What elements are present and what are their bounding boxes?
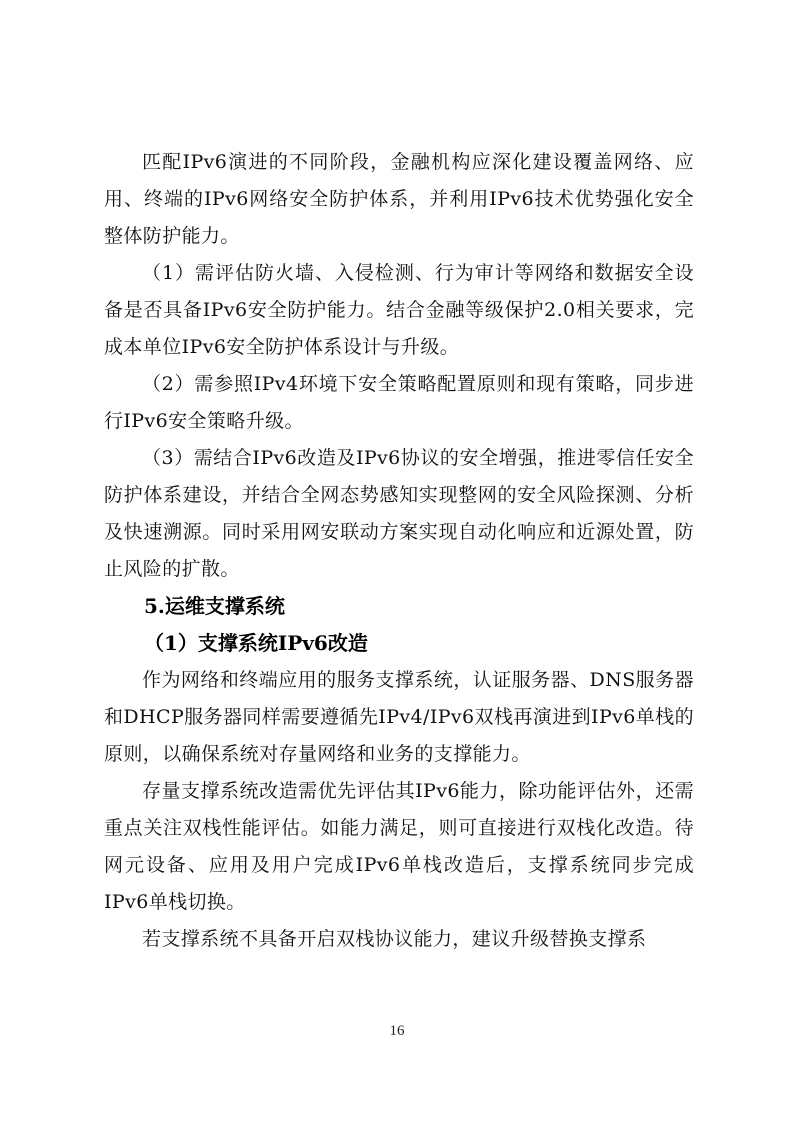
paragraph-item-3: （3）需结合IPv6改造及IPv6协议的安全增强，推进零信任安全防护体系建设，并结合全网态势感知实现整网的安全风险探测、分析及快速溯源。同时采用网安联动方案实现自动化响应和近源处置，防止风险的扩散。 [104, 447, 694, 580]
document-body [104, 144, 694, 958]
subsection-heading: （1）支撑系统IPv6改造 [144, 631, 368, 655]
paragraph-support-systems: 作为网络和终端应用的服务支撑系统，认证服务器、DNS服务器和DHCP服务器同样需要遵循先IPv4/IPv6双栈再演进到IPv6单栈的原则，以确保系统对存量网络和业务的支撑能力。 [104, 669, 694, 765]
section-heading: 5.运维支撑系统 [144, 594, 285, 618]
paragraph-existing-systems: 存量支撑系统改造需优先评估其IPv6能力，除功能评估外，还需重点关注双栈性能评估。如能力满足，则可直接进行双栈化改造。待网元设备、应用及用户完成IPv6单栈改造后，支撑系统同步完成IPv6单栈切换。 [104, 780, 694, 913]
paragraph-item-1: （1）需评估防火墙、入侵检测、行为审计等网络和数据安全设备是否具备IPv6安全防护能力。结合金融等级保护2.0相关要求，完成本单位IPv6安全防护体系设计与升级。 [104, 262, 694, 358]
paragraph-upgrade: 若支撑系统不具备开启双栈协议能力，建议升级替换支撑系 [142, 928, 647, 950]
paragraph-intro: 匹配IPv6演进的不同阶段，金融机构应深化建设覆盖网络、应用、终端的IPv6网络安全防护体系，并利用IPv6技术优势强化安全整体防护能力。 [104, 151, 694, 247]
paragraph-item-2: （2）需参照IPv4环境下安全策略配置原则和现有策略，同步进行IPv6安全策略升级。 [104, 373, 694, 432]
page-number: 16 [389, 1023, 405, 1039]
